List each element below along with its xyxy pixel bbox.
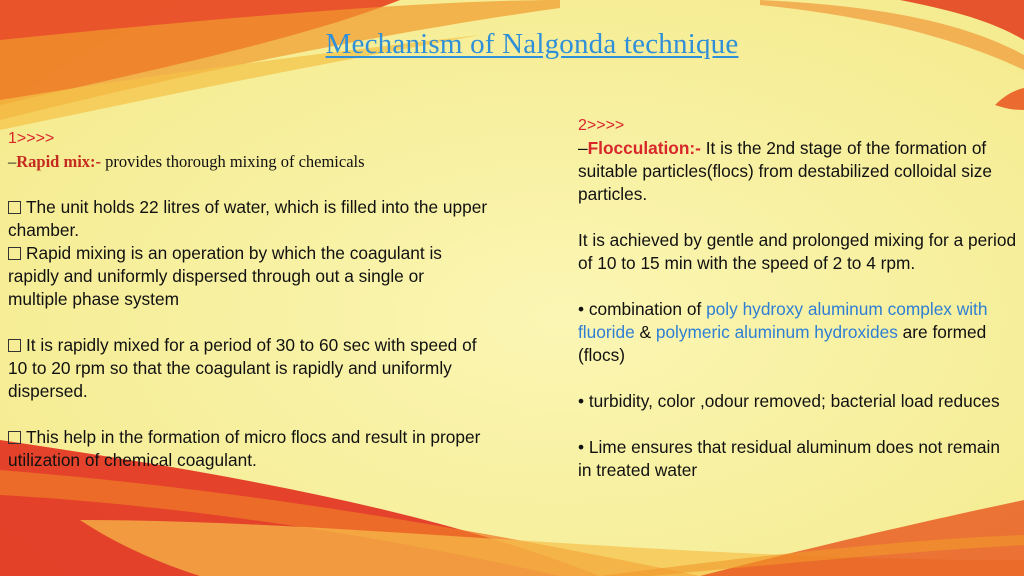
heading-text: It is the 2nd stage of the formation of suitable particles(flocs) from destabilized colloidal size particles.	[578, 138, 992, 204]
checkbox-bullet-icon	[8, 201, 21, 214]
heading-dash: –	[8, 152, 17, 171]
bullet-item: • turbidity, color ,odour removed; bacterial load reduces	[578, 391, 1000, 411]
right-column	[578, 114, 1018, 482]
bullet-text: &	[634, 322, 656, 342]
section-heading	[8, 150, 488, 173]
heading-label: Flocculation:-	[587, 138, 701, 158]
paragraph-text: The unit holds 22 litres of water, which is filled into the upper chamber.	[8, 197, 488, 240]
section-heading	[578, 137, 1018, 206]
heading-text: provides thorough mixing of chemicals	[101, 152, 365, 171]
bullet-text: • combination of	[578, 299, 707, 319]
heading-label: Rapid mix:-	[16, 152, 102, 171]
paragraph-text: It is rapidly mixed for a period of 30 to 60 sec with speed of 10 to 20 rpm so that the coagulant is rapidly and uniformly dispersed.	[8, 335, 477, 401]
paragraph	[8, 242, 488, 311]
bullet-item: • Lime ensures that residual aluminum does not remain in treated water	[578, 437, 1000, 480]
paragraph	[8, 196, 488, 242]
checkbox-bullet-icon	[8, 339, 21, 352]
paragraph	[8, 426, 488, 472]
highlight-text: polymeric aluminum hydroxides	[655, 322, 898, 342]
bullet-text: are formed (flocs)	[578, 322, 987, 365]
left-column	[8, 127, 488, 472]
paragraph-text: Rapid mixing is an operation by which the coagulant is rapidly and uniformly dispersed through out a single or multiple phase system	[8, 243, 442, 309]
checkbox-bullet-icon	[8, 247, 21, 260]
paragraph	[8, 334, 488, 403]
paragraph-text: This help in the formation of micro flocs and result in proper utilization of chemical coagulant.	[8, 427, 481, 470]
bullet-item	[578, 298, 1018, 367]
highlight-text: poly hydroxy aluminum complex with fluoride	[578, 299, 988, 342]
page-title: Mechanism of Nalgonda technique	[325, 28, 739, 60]
heading-dash: –	[578, 138, 588, 158]
section-number: 2>>>>	[578, 117, 625, 134]
checkbox-bullet-icon	[8, 431, 21, 444]
section-number: 1>>>>	[8, 130, 55, 147]
paragraph: It is achieved by gentle and prolonged mixing for a period of 10 to 15 min with the speed of 2 to 4 rpm.	[578, 230, 1017, 273]
